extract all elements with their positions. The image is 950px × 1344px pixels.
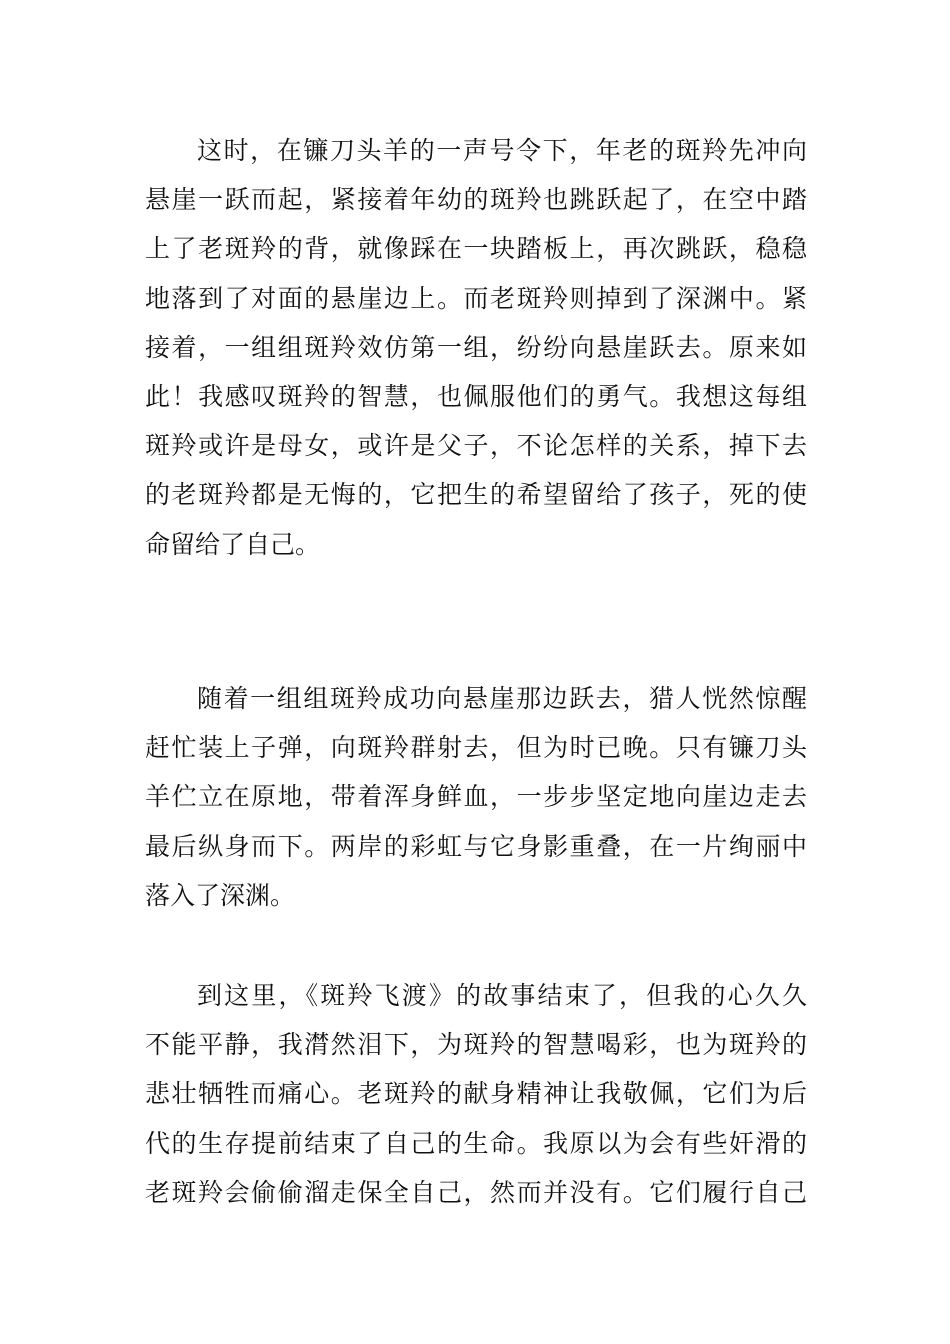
- text-line: 最后纵身而下。两岸的彩虹与它身影重叠，在一片绚丽中: [145, 831, 807, 861]
- paragraph-3: [145, 971, 807, 1217]
- paragraph-2: [145, 674, 807, 920]
- text-line: 落入了深渊。: [145, 880, 296, 910]
- text-line: 的老斑羚都是无悔的，它把生的希望留给了孩子，死的使: [145, 480, 807, 510]
- text-line: 接着，一组组斑羚效仿第一组，纷纷向悬崖跃去。原来如: [145, 332, 807, 362]
- text-line: 地落到了对面的悬崖边上。而老斑羚则掉到了深渊中。紧: [145, 283, 807, 313]
- text-line: 此！我感叹斑羚的智慧，也佩服他们的勇气。我想这每组: [145, 381, 807, 411]
- paragraph-1: [145, 126, 807, 569]
- text-line: 赶忙装上子弹，向斑羚群射去，但为时已晚。只有镰刀头: [145, 733, 807, 763]
- text-line: 悲壮牺牲而痛心。老斑羚的献身精神让我敬佩，它们为后: [145, 1079, 807, 1109]
- text-line: 命留给了自己。: [145, 529, 321, 559]
- text-line: 这时，在镰刀头羊的一声号令下，年老的斑羚先冲向: [197, 136, 807, 165]
- text-line: 代的生存提前结束了自己的生命。我原以为会有些奸滑的: [145, 1128, 807, 1158]
- text-line: 老斑羚会偷偷溜走保全自己，然而并没有。它们履行自己: [145, 1177, 807, 1207]
- text-line: 斑羚或许是母女，或许是父子，不论怎样的关系，掉下去: [145, 431, 807, 461]
- text-line: 上了老斑羚的背，就像踩在一块踏板上，再次跳跃，稳稳: [145, 234, 807, 264]
- text-line: 随着一组组斑羚成功向悬崖那边跃去，猎人恍然惊醒: [197, 684, 807, 713]
- text-line: 不能平静，我潸然泪下，为斑羚的智慧喝彩，也为斑羚的: [145, 1030, 807, 1060]
- text-line: 悬崖一跃而起，紧接着年幼的斑羚也跳跃起了，在空中踏: [145, 185, 807, 215]
- text-line: 到这里，《斑羚飞渡》的故事结束了，但我的心久久: [197, 981, 807, 1010]
- text-line: 羊伫立在原地，带着浑身鲜血，一步步坚定地向崖边走去: [145, 782, 807, 812]
